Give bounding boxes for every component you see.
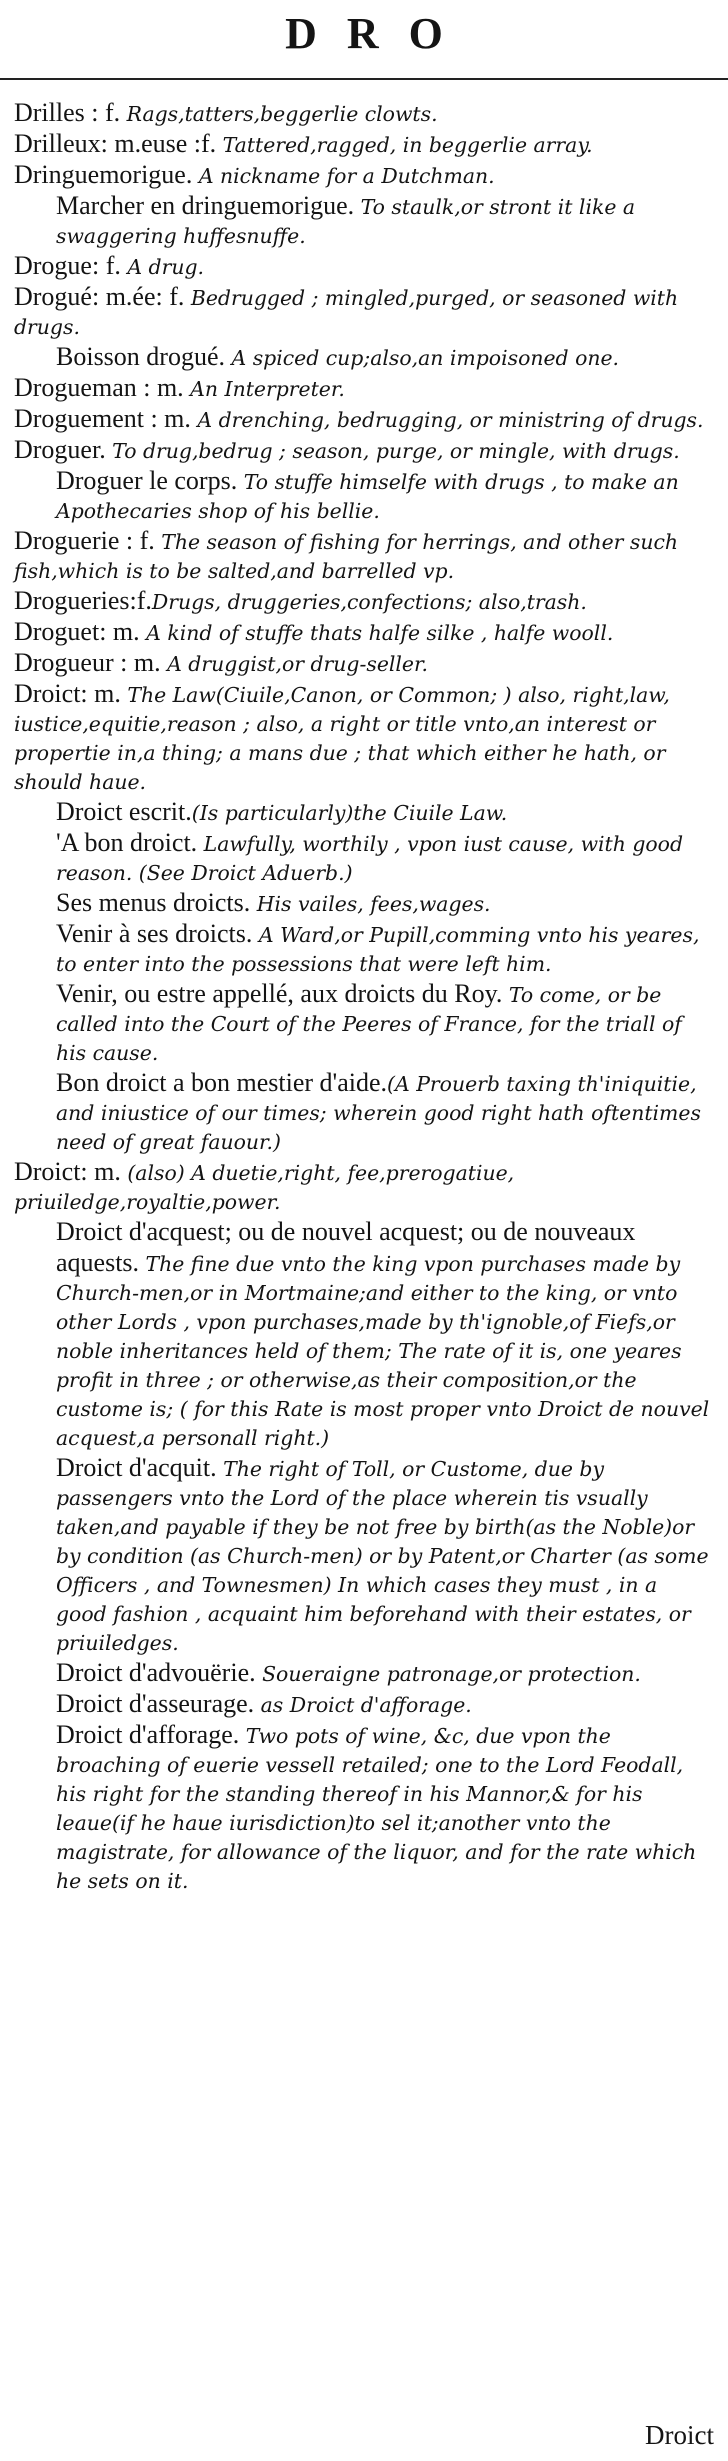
- definition: A drug.: [120, 255, 205, 279]
- definition: (A Prouerb taxing th'iniquitie, and iniustice of our times; wherein good right hath oftentimes need of great fauour.): [56, 1072, 701, 1154]
- definition: Rags,tatters,beggerlie clowts.: [120, 102, 438, 126]
- headword: Droguerie : f.: [14, 526, 155, 555]
- sub-entry: [14, 191, 714, 251]
- definition: A drenching, bedrugging, or ministring of drugs.: [190, 408, 704, 432]
- definition: To stuffe himselfe with drugs , to make an Apothecaries shop of his bellie.: [56, 470, 679, 523]
- definition: To come, or be called into the Court of the Peeres of France, for the triall of his cause.: [56, 983, 682, 1065]
- page-title: DRO: [285, 9, 473, 58]
- sub-entry: [14, 466, 714, 526]
- headword: Droict: m.: [14, 679, 121, 708]
- definition: as Droict d'afforage.: [254, 1693, 472, 1717]
- headword: Dringuemorigue.: [14, 160, 193, 189]
- headword: Venir, ou estre appellé, aux droicts du Roy.: [56, 979, 503, 1008]
- dictionary-entry: [14, 586, 714, 617]
- dictionary-entry: [14, 282, 714, 342]
- headword: Venir à ses droicts.: [56, 919, 253, 948]
- headword: 'A bon droict.: [56, 828, 198, 857]
- headword: Droguement : m.: [14, 404, 191, 433]
- headword: Droguet: m.: [14, 617, 140, 646]
- headword: Drilleux: m.euse :f.: [14, 129, 217, 158]
- header-rule: [0, 78, 728, 80]
- headword: Droict d'acquest; ou de nouvel acquest; ou de nouveaux aquests.: [56, 1217, 636, 1277]
- headword: Droict: m.: [14, 1157, 121, 1186]
- sub-entry: [14, 1658, 714, 1689]
- dictionary-entry: [14, 679, 714, 797]
- headword: Drogueman : m.: [14, 373, 184, 402]
- headword: Bon droict a bon mestier d'aide.: [56, 1068, 388, 1097]
- definition: The season of fishing for herrings, and other such fish,which is to be salted,and barrelled vp.: [14, 530, 679, 583]
- dictionary-entry: [14, 129, 714, 160]
- definition: Tattered,ragged, in beggerlie array.: [216, 133, 593, 157]
- definition: (Is particularly)the Ciuile Law.: [191, 801, 508, 825]
- definition: Drugs, druggeries,confections; also,trash.: [151, 590, 587, 614]
- headword: Droict d'asseurage.: [56, 1689, 255, 1718]
- definition: Lawfully, worthily , vpon iust cause, with good reason. (See Droict Aduerb.): [56, 832, 684, 885]
- dictionary-entry: [14, 617, 714, 648]
- headword: Drogue: f.: [14, 251, 121, 280]
- dictionary-entry: [14, 526, 714, 586]
- dictionary-entry: [14, 251, 714, 282]
- page-header: [0, 6, 728, 66]
- definition: A spiced cup;also,an impoisoned one.: [225, 346, 620, 370]
- sub-entry: [14, 1068, 714, 1157]
- definition: The Law(Ciuile,Canon, or Common; ) also, right,law, iustice,equitie,reason ; also, a right or title vnto,an interest or propertie in,a thing; a mans due ; that which either he hath, or should haue.: [14, 683, 670, 794]
- sub-entry: [14, 888, 714, 919]
- dictionary-entry: [14, 98, 714, 129]
- headword: Boisson drogué.: [56, 342, 225, 371]
- headword: Droict d'afforage.: [56, 1720, 240, 1749]
- headword: Droict escrit.: [56, 797, 192, 826]
- definition: Bedrugged ; mingled,purged, or seasoned with drugs.: [14, 286, 679, 339]
- definition: (also) A duetie,right, fee,prerogatiue, priuiledge,royaltie,power.: [14, 1161, 515, 1214]
- definition: The right of Toll, or Custome, due by passengers vnto the Lord of the place wherein tis vsually taken,and payable if they be not free by birth(as the Noble)or by condition (as Church-men) or by Patent,or Charter (as some Officers , and Townesmen) In which cases they must , in a good fashion , acquaint him beforehand with their estates, or priuiledges.: [56, 1457, 709, 1655]
- headword: Droict d'advouërie.: [56, 1658, 256, 1687]
- sub-entry: [14, 1720, 714, 1896]
- dictionary-entry: [14, 404, 714, 435]
- headword: Droguer le corps.: [56, 466, 238, 495]
- definition: A nickname for a Dutchman.: [192, 164, 495, 188]
- definition: Soueraigne patronage,or protection.: [255, 1662, 641, 1686]
- headword: Drogué: m.ée: f.: [14, 282, 185, 311]
- definition: Two pots of wine, &c, due vpon the broaching of euerie vessell retailed; one to the Lord Feodall, his right for the standing thereof in his Mannor,& for his leaue(if he haue iurisdiction)to sel it;another vnto the magistrate, for allowance of the liquor, and for the rate which he sets on it.: [56, 1724, 697, 1893]
- catchword: Droict: [645, 2420, 714, 2450]
- dictionary-entry: [14, 160, 714, 191]
- sub-entry: [14, 919, 714, 979]
- dictionary-entry: [14, 373, 714, 404]
- dictionary-entry: [14, 435, 714, 466]
- headword: Marcher en dringuemorigue.: [56, 191, 355, 220]
- sub-entry: [14, 1453, 714, 1658]
- headword: Drogueur : m.: [14, 648, 161, 677]
- dictionary-entry: [14, 648, 714, 679]
- definition: A druggist,or drug-seller.: [160, 652, 428, 676]
- sub-entry: [14, 797, 714, 828]
- definition: A kind of stuffe thats halfe silke , halfe wooll.: [139, 621, 614, 645]
- definition: To staulk,or stront it like a swaggering huffesnuffe.: [56, 195, 636, 248]
- definition: His vailes, fees,wages.: [250, 892, 491, 916]
- sub-entry: [14, 828, 714, 888]
- sub-entry: [14, 342, 714, 373]
- sub-entry: [14, 1217, 714, 1453]
- headword: Droguer.: [14, 435, 106, 464]
- definition: An Interpreter.: [183, 377, 345, 401]
- entry-list: [14, 98, 714, 1896]
- headword: Ses menus droicts.: [56, 888, 251, 917]
- sub-entry: [14, 1689, 714, 1720]
- sub-entry: [14, 979, 714, 1068]
- definition: To drug,bedrug ; season, purge, or mingle, with drugs.: [105, 439, 680, 463]
- headword: Drilles : f.: [14, 98, 121, 127]
- headword: Drogueries:f.: [14, 586, 152, 615]
- dictionary-entry: [14, 1157, 714, 1217]
- headword: Droict d'acquit.: [56, 1453, 217, 1482]
- definition: The fine due vnto the king vpon purchases made by Church-men,or in Mortmaine;and either to the king, or vnto other Lords , vpon purchases,made by th'ignoble,of Fiefs,or noble inheritances held of them; The rate of it is, one yeares profit in three ; or otherwise,as their composition,or the custome is; ( for this Rate is most proper vnto Droict de nouvel acquest,a personall right.): [56, 1252, 710, 1450]
- definition: A Ward,or Pupill,comming vnto his yeares, to enter into the possessions that were left him.: [56, 923, 700, 976]
